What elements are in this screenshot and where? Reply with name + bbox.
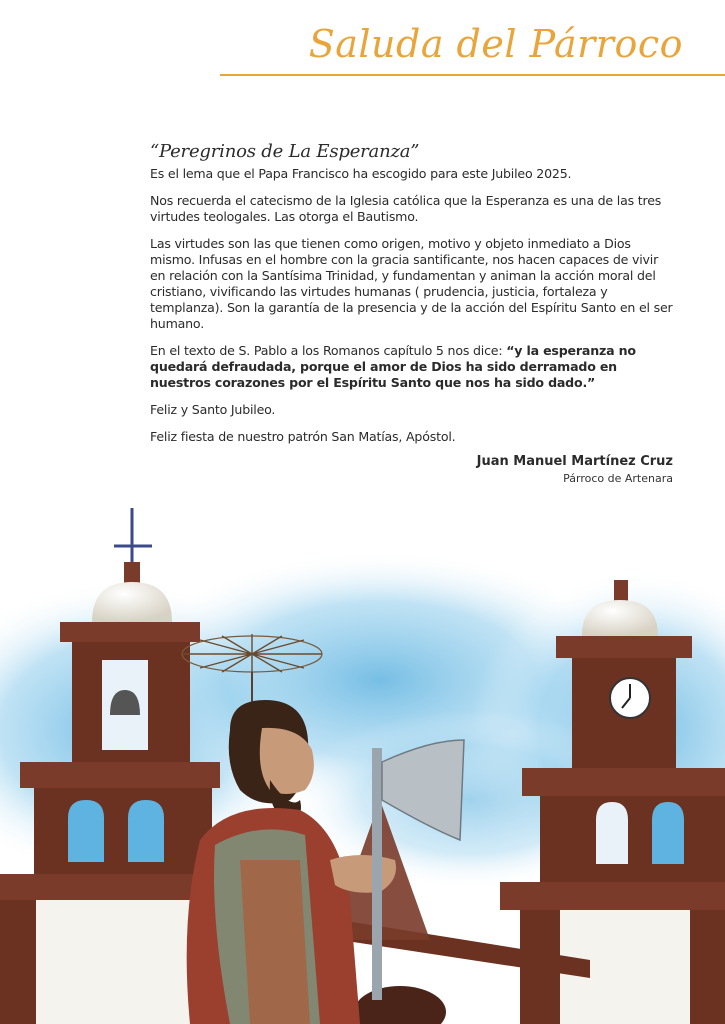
signature-role: Párroco de Artenara bbox=[563, 472, 673, 485]
quote-text: “y la esperanza no quedará defraudada, porque el amor de Dios ha sido derramado en nuestros corazones por el Espíritu Santo que nos ha sido dado.” bbox=[150, 343, 636, 390]
paragraph-2: Nos recuerda el catecismo de la Iglesia católica que la Esperanza es una de las tres virtudes teologales. Las otorga el Bautismo. bbox=[150, 193, 662, 224]
article-body bbox=[150, 141, 674, 456]
signature-name: Juan Manuel Martínez Cruz bbox=[476, 454, 673, 469]
motto-heading: “Peregrinos de La Esperanza” bbox=[150, 141, 420, 162]
closing-jubilee: Feliz y Santo Jubileo. bbox=[150, 402, 276, 417]
closing-feast: Feliz fiesta de nuestro patrón San Matías, Apóstol. bbox=[150, 429, 456, 444]
paragraph-3: Las virtudes son las que tienen como origen, motivo y objeto inmediato a Dios mismo. Infusas en el hombre con la gracia santificante, nos hacen capaces de vivir en relación con la Santísima Trinidad, y fundamentan y animan la acción moral del cristiano, vivificando las virtudes humanas ( prudencia, justicia, fortaleza y templanza). Son la garantía de la presencia y de la acción del Espíritu Santo en el ser humano. bbox=[150, 236, 673, 331]
signature-block bbox=[477, 454, 673, 485]
quote-intro: En el texto de S. Pablo a los Romanos capítulo 5 nos dice: bbox=[150, 343, 507, 358]
quote-paragraph bbox=[150, 343, 674, 391]
page-title: Saluda del Párroco bbox=[308, 22, 683, 66]
church-illustration bbox=[0, 500, 725, 1024]
paragraph-1: Es el lema que el Papa Francisco ha escogido para este Jubileo 2025. bbox=[150, 166, 572, 181]
header-rule bbox=[220, 74, 725, 76]
